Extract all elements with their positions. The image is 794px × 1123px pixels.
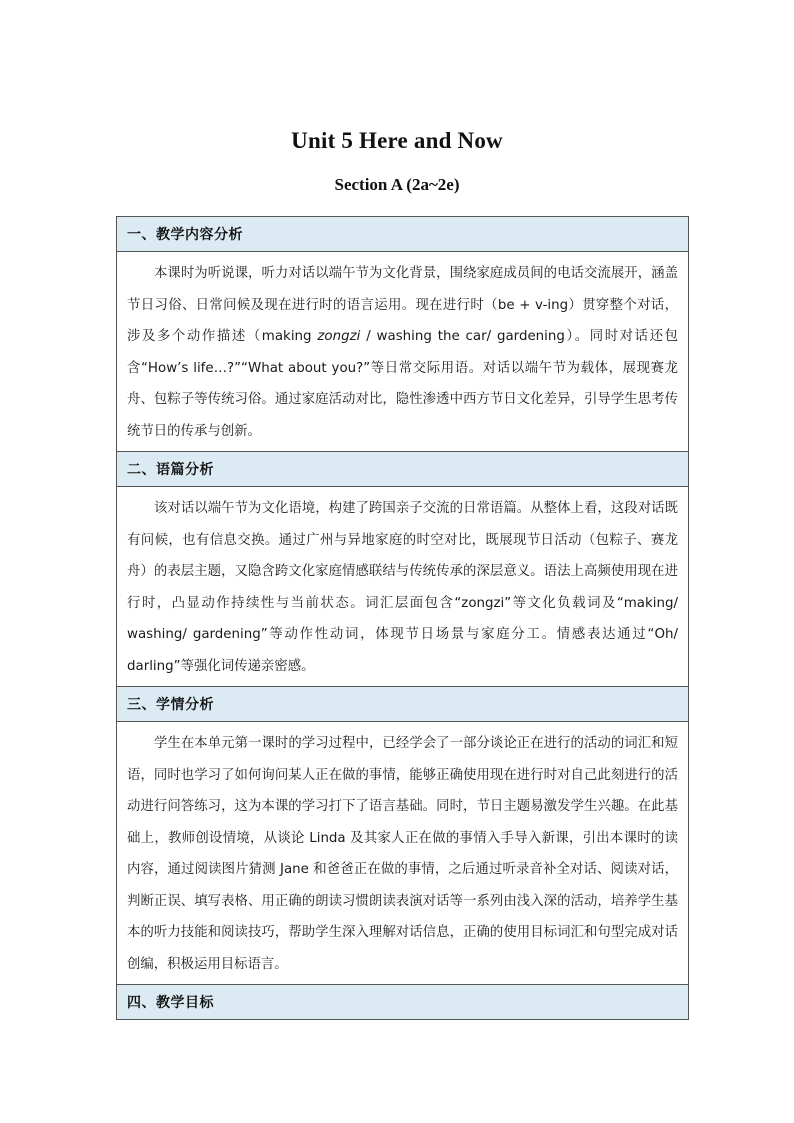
- lesson-plan-table: [116, 216, 689, 1020]
- section-heading-teaching-objectives: 四、教学目标: [117, 985, 689, 1020]
- section-body-content-analysis: [117, 252, 689, 452]
- content-analysis-text-part1: 本课时为听说课，听力对话以端午节为文化背景，围绕家庭成员间的电话交流展开，涵盖节日习俗、日常问候及现在进行时的语言运用。现在进行时（be + v-ing）贯穿整个对话，涉及多个动作描述（making: [127, 266, 678, 344]
- section-heading-learner-analysis: 三、学情分析: [117, 687, 689, 722]
- document-subtitle: Section A (2a~2e): [334, 175, 460, 194]
- section-body-learner-analysis: 学生在本单元第一课时的学习过程中，已经学会了一部分谈论正在进行的活动的词汇和短语，同时也学习了如何询问某人正在做的事情，能够正确使用现在进行时对自己此刻进行的活动进行问答练习，这为本课的学习打下了语言基础。同时，节日主题易激发学生兴趣。在此基础上，教师创设情境，从谈论 Linda 及其家人正在做的事情入手导入新课，引出本课时的读内容，通过阅读图片猜测 Jane 和爸爸正在做的事情，之后通过听录音补全对话、阅读对话，判断正误、填写表格、用正确的朗读习惯朗读表演对话等一系列由浅入深的活动，培养学生基本的听力技能和阅读技巧，帮助学生深入理解对话信息，正确的使用目标词汇和句型完成对话创编，积极运用目标语言。: [117, 722, 689, 985]
- content-analysis-text-part2: / washing the car/ gardening）。同时对话还包含“How’s life…?”“What about you?”等日常交际用语。对话以端午节为载体，展现赛龙舟、包粽子等传统习俗。通过家庭活动对比，隐性渗透中西方节日文化差异，引导学生思考传统节日的传承与创新。: [127, 329, 679, 439]
- section-heading-discourse-analysis: 二、语篇分析: [117, 452, 689, 487]
- section-heading-content-analysis: 一、教学内容分析: [117, 217, 689, 252]
- document-title: Unit 5 Here and Now: [291, 128, 503, 153]
- content-analysis-italic-term: zongzi: [317, 329, 361, 344]
- section-body-discourse-analysis: 该对话以端午节为文化语境，构建了跨国亲子交流的日常语篇。从整体上看，这段对话既有问候，也有信息交换。通过广州与异地家庭的时空对比，既展现节日活动（包粽子、赛龙舟）的表层主题，又隐含跨文化家庭情感联结与传统传承的深层意义。语法上高频使用现在进行时，凸显动作持续性与当前状态。词汇层面包含“zongzi”等文化负载词及“making/ washing/ gardening”等动作性动词，体现节日场景与家庭分工。情感表达通过“Oh/ darling”等强化词传递亲密感。: [117, 487, 689, 687]
